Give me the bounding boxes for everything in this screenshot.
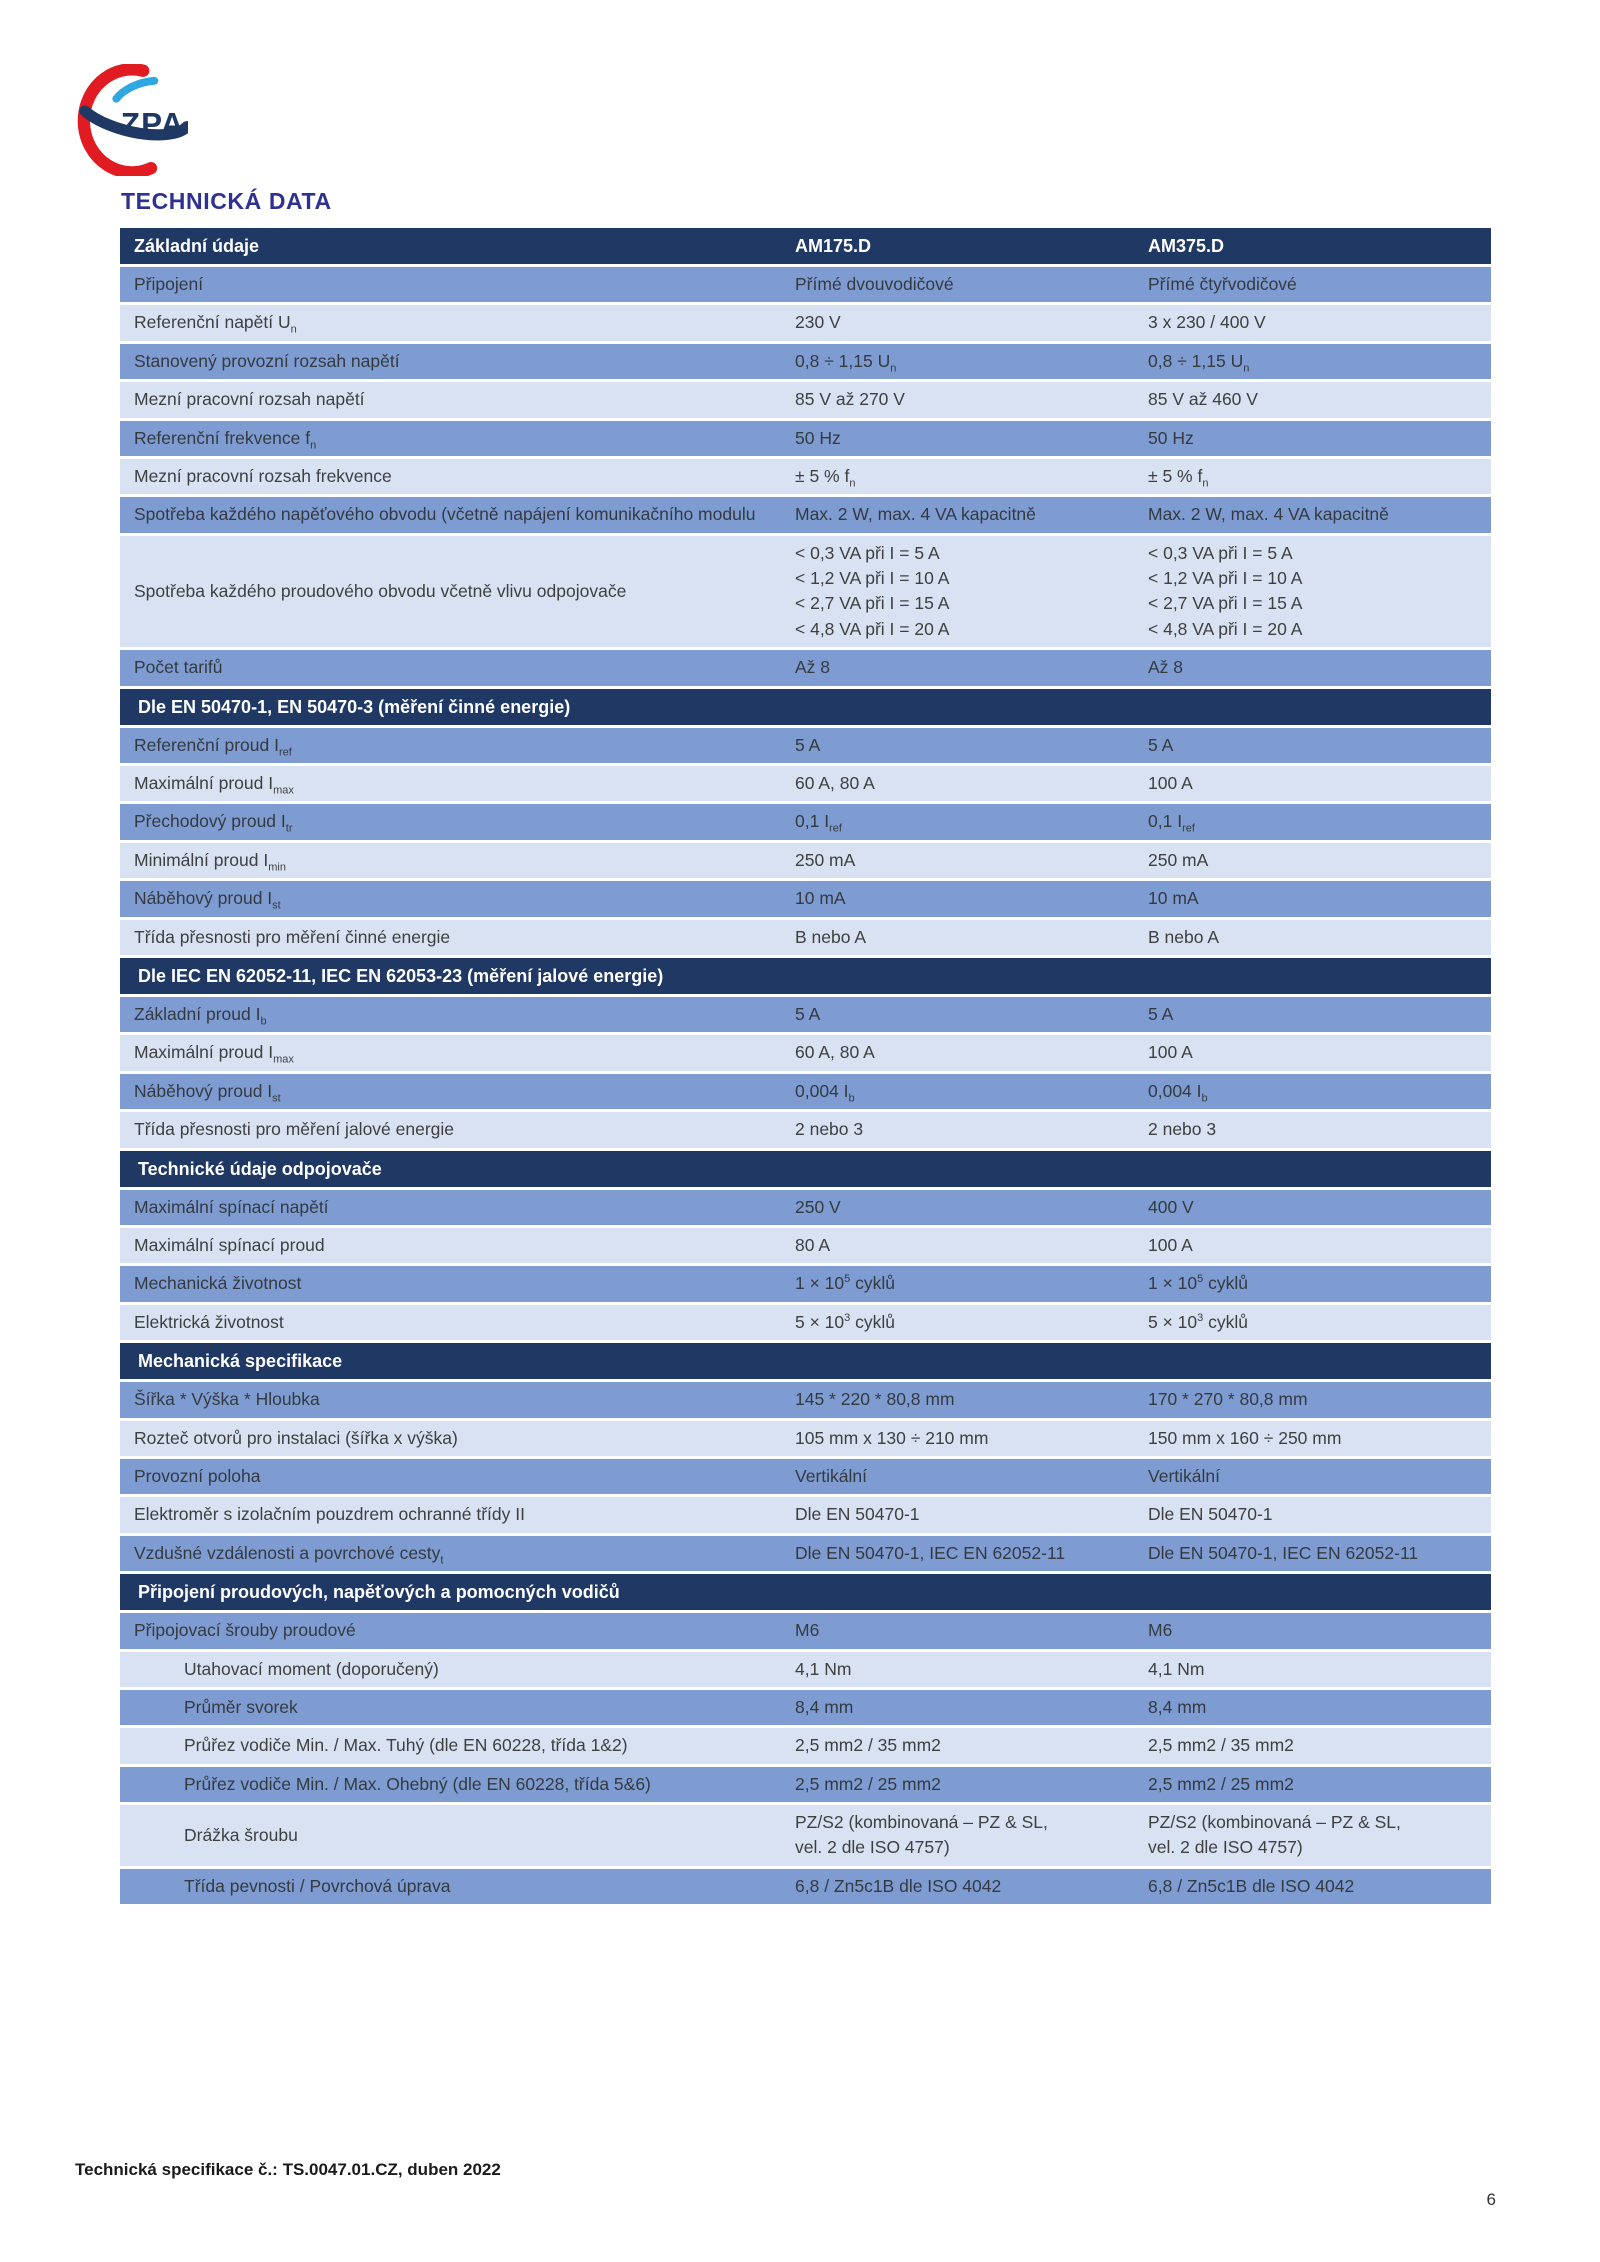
am375-value: $5 \times 10^3$ cyklů: [1148, 1311, 1249, 1332]
row-label: Třída pevnosti / Povrchová úprava: [184, 1875, 451, 1896]
am375-value: 10 mA: [1148, 888, 1199, 909]
row-label: Spotřeba každého napěťového obvodu (včetně napájení komunikačního modulu: [134, 504, 756, 525]
am175-value: 2 nebo 3: [795, 1119, 864, 1140]
row-label: Utahovací moment (doporučený): [184, 1658, 439, 1679]
table-row: [120, 1613, 1491, 1648]
row-label: Spotřeba každého proudového obvodu včetně vlivu odpojovače: [134, 580, 627, 601]
section-header-row: [120, 958, 1491, 994]
table-row: [120, 728, 1491, 763]
am175-value: Dle EN 50470-1: [795, 1504, 920, 1525]
page-title: TECHNICKÁ DATA: [121, 188, 332, 214]
section-title: Mechanická specifikace: [138, 1351, 343, 1372]
am375-value: 0,004 $I_b$: [1148, 1080, 1208, 1105]
table-row: [120, 1266, 1491, 1301]
am175-value: 0,8 ÷ 1,15 $U_n$: [795, 350, 897, 375]
am175-value: Přímé dvouvodičové: [795, 274, 954, 295]
row-label: Připojení: [134, 274, 204, 295]
am375-value: Max. 2 W, max. 4 VA kapacitně: [1148, 504, 1389, 525]
am175-value: 250 V: [795, 1196, 841, 1217]
am375-value: 85 V až 460 V: [1148, 389, 1258, 410]
am375-value: 400 V: [1148, 1196, 1194, 1217]
am375-value: Dle EN 50470-1: [1148, 1504, 1273, 1525]
am175-value: M6: [795, 1620, 820, 1641]
row-label: Základní proud $I_b$: [134, 1004, 267, 1028]
am175-value: 80 A: [795, 1235, 831, 1255]
table-row: [120, 1074, 1491, 1109]
table-row: [120, 650, 1491, 685]
table-row: [120, 1421, 1491, 1456]
am175-value: 60 A, 80 A: [795, 773, 875, 794]
am375-value: 8,4 mm: [1148, 1696, 1207, 1717]
am375-value: 2,5 mm2 / 25 mm2: [1148, 1773, 1294, 1794]
table-row: [120, 920, 1491, 955]
row-label: Maximální spínací napětí: [134, 1196, 329, 1217]
spec-table: [120, 228, 1491, 1907]
am175-value: 6,8 / Zn5c1B dle ISO 4042: [795, 1875, 1002, 1896]
row-label: Referenční frekvence $f_n$: [134, 427, 317, 452]
am175-value: 50 Hz: [795, 427, 841, 448]
row-label: Referenční napětí $U_n$: [134, 312, 297, 336]
section-title: Technické údaje odpojovače: [138, 1158, 382, 1179]
row-label: Elektrická životnost: [134, 1311, 284, 1332]
am175-value: $1 \times 10^5$ cyklů: [795, 1273, 896, 1294]
logo-text: ZPA: [120, 106, 185, 142]
am175-value: 0,1 $I_{ref}$: [795, 811, 842, 835]
row-label: Rozteč otvorů pro instalaci (šířka x výška): [134, 1427, 458, 1448]
am375-value: Přímé čtyřvodičové: [1148, 274, 1297, 295]
am175-value: 8,4 mm: [795, 1696, 854, 1717]
table-row: [120, 1459, 1491, 1494]
table-row: [120, 1805, 1491, 1866]
am175-value: 145 * 220 * 80,8 mm: [795, 1389, 955, 1410]
row-label: Drážka šroubu: [184, 1824, 298, 1845]
section-title: Připojení proudových, napěťových a pomocných vodičů: [138, 1582, 620, 1603]
am375-value: ± 5 % $f_n$: [1148, 465, 1209, 490]
am375-value: $1 \times 10^5$ cyklů: [1148, 1273, 1249, 1294]
section-header-row: [120, 1151, 1491, 1187]
table-row: [120, 1112, 1491, 1147]
am175-value: $5 \times 10^3$ cyklů: [795, 1311, 896, 1332]
row-label: Průřez vodiče Min. / Max. Ohebný (dle EN 60228, třída 5&6): [184, 1773, 651, 1794]
row-label: Šířka * Výška * Hloubka: [134, 1389, 320, 1410]
section-header-row: [120, 689, 1491, 725]
row-label: Třída přesnosti pro měření činné energie: [134, 926, 451, 947]
am175-value: < 0,3 VA při I = 5 A < 1,2 VA při I = 10 A < 2,7 VA při I = 15 A < 4,8 VA při I = 20 A: [795, 542, 950, 639]
am375-value: 150 mm x 160 ÷ 250 mm: [1148, 1427, 1342, 1448]
table-row: [120, 1497, 1491, 1532]
row-label: Maximální proud $I_{max}$: [134, 1042, 294, 1066]
table-row: [120, 1767, 1491, 1802]
am375-value: 5 A: [1148, 734, 1174, 755]
table-row: [120, 1228, 1491, 1263]
page-number: 6: [1486, 2190, 1496, 2209]
am375-value: Vertikální: [1148, 1465, 1220, 1486]
row-label: Přechodový proud $I_{tr}$: [134, 811, 293, 835]
table-row: [120, 997, 1491, 1032]
row-label: Vzdušné vzdálenosti a povrchové cesty$_t$: [134, 1542, 444, 1567]
am375-value: 4,1 Nm: [1148, 1658, 1205, 1679]
table-row: [120, 1035, 1491, 1070]
table-row: [120, 459, 1491, 494]
row-label: Třída přesnosti pro měření jalové energie: [134, 1119, 455, 1140]
am375-value: 50 Hz: [1148, 427, 1194, 448]
am175-value: Až 8: [795, 657, 831, 678]
am175-value: 0,004 $I_b$: [795, 1080, 855, 1105]
table-row: [120, 1690, 1491, 1725]
am375-value: 3 x 230 / 400 V: [1148, 312, 1266, 333]
logo-lightblue-arc: [116, 81, 154, 99]
table-row: [120, 1869, 1491, 1904]
am375-value: 0,8 ÷ 1,15 $U_n$: [1148, 350, 1250, 375]
am375-value: 2,5 mm2 / 35 mm2: [1148, 1735, 1294, 1756]
am175-value: ± 5 % $f_n$: [795, 465, 856, 490]
row-label: Mechanická životnost: [134, 1273, 302, 1294]
row-label: Minimální proud $I_{min}$: [134, 849, 286, 874]
table-row: [120, 1652, 1491, 1687]
column-header-basic: Základní údaje: [134, 236, 260, 256]
table-row: [120, 843, 1491, 878]
row-label: Elektroměr s izolačním pouzdrem ochranné třídy II: [134, 1504, 525, 1525]
row-label: Náběhový proud $I_{st}$: [134, 1080, 281, 1105]
table-row: [120, 267, 1491, 302]
table-row: [120, 497, 1491, 532]
column-header-am175: AM175.D: [795, 236, 872, 256]
row-label: Mezní pracovní rozsah frekvence: [134, 465, 392, 486]
am175-value: PZ/S2 (kombinovaná – PZ & SL, vel. 2 dle ISO 4757): [795, 1812, 1048, 1858]
am375-value: 6,8 / Zn5c1B dle ISO 4042: [1148, 1875, 1355, 1896]
table-row: [120, 1382, 1491, 1417]
am175-value: 2,5 mm2 / 35 mm2: [795, 1735, 941, 1756]
am375-value: 2 nebo 3: [1148, 1119, 1217, 1140]
column-header-am375: AM375.D: [1148, 236, 1225, 256]
am175-value: 5 A: [795, 734, 821, 755]
row-label: Náběhový proud $I_{st}$: [134, 888, 281, 912]
am375-value: 250 mA: [1148, 849, 1209, 870]
am175-value: Max. 2 W, max. 4 VA kapacitně: [795, 504, 1036, 525]
am375-value: Dle EN 50470-1, IEC EN 62052-11: [1148, 1542, 1419, 1563]
table-row: [120, 804, 1491, 839]
row-label: Maximální proud $I_{max}$: [134, 773, 294, 797]
am375-value: B nebo A: [1148, 926, 1220, 947]
section-header-row: [120, 1574, 1491, 1610]
table-row: [120, 1190, 1491, 1225]
row-label: Maximální spínací proud: [134, 1235, 325, 1255]
am175-value: 5 A: [795, 1004, 821, 1025]
table-row: [120, 344, 1491, 379]
zpa-logo-icon: [76, 64, 188, 176]
table-row: [120, 1536, 1491, 1571]
am375-value: 100 A: [1148, 773, 1193, 794]
row-label: Provozní poloha: [134, 1465, 261, 1486]
table-row: [120, 305, 1491, 340]
section-title: Dle EN 50470-1, EN 50470-3 (měření činné energie): [138, 696, 571, 717]
am375-value: 100 A: [1148, 1042, 1193, 1063]
table-row: [120, 536, 1491, 648]
row-label: Průměr svorek: [184, 1696, 298, 1717]
am175-value: 4,1 Nm: [795, 1658, 852, 1679]
footer-note: Technická specifikace č.: TS.0047.01.CZ, duben 2022: [75, 2160, 501, 2179]
am175-value: B nebo A: [795, 926, 867, 947]
table-row: [120, 421, 1491, 456]
am175-value: 10 mA: [795, 888, 846, 909]
am175-value: Vertikální: [795, 1465, 867, 1486]
am375-value: 170 * 270 * 80,8 mm: [1148, 1389, 1308, 1410]
row-label: Připojovací šrouby proudové: [134, 1620, 356, 1641]
am175-value: 230 V: [795, 312, 841, 333]
row-label: Referenční proud $I_{ref}$: [134, 734, 292, 759]
am375-value: 100 A: [1148, 1235, 1193, 1255]
am375-value: 5 A: [1148, 1004, 1174, 1025]
am375-value: PZ/S2 (kombinovaná – PZ & SL, vel. 2 dle ISO 4757): [1148, 1812, 1401, 1858]
table-row: [120, 1305, 1491, 1340]
table-row: [120, 881, 1491, 916]
am375-value: M6: [1148, 1620, 1173, 1641]
table-header-row: [120, 228, 1491, 264]
row-label: Stanovený provozní rozsah napětí: [134, 350, 400, 371]
section-header-row: [120, 1343, 1491, 1379]
am375-value: < 0,3 VA při I = 5 A < 1,2 VA při I = 10 A < 2,7 VA při I = 15 A < 4,8 VA při I = 20 A: [1148, 542, 1303, 639]
table-row: [120, 382, 1491, 417]
section-title: Dle IEC EN 62052-11, IEC EN 62053-23 (měření jalové energie): [138, 965, 664, 986]
am175-value: 85 V až 270 V: [795, 389, 905, 410]
am175-value: 250 mA: [795, 849, 856, 870]
am375-value: 0,1 $I_{ref}$: [1148, 811, 1195, 835]
am175-value: Dle EN 50470-1, IEC EN 62052-11: [795, 1542, 1066, 1563]
row-label: Mezní pracovní rozsah napětí: [134, 389, 365, 410]
am175-value: 105 mm x 130 ÷ 210 mm: [795, 1427, 989, 1448]
table-row: [120, 1728, 1491, 1763]
row-label: Průřez vodiče Min. / Max. Tuhý (dle EN 60228, třída 1&2): [184, 1735, 628, 1756]
table-row: [120, 766, 1491, 801]
am175-value: 2,5 mm2 / 25 mm2: [795, 1773, 941, 1794]
am375-value: Až 8: [1148, 657, 1184, 678]
am175-value: 60 A, 80 A: [795, 1042, 875, 1063]
row-label: Počet tarifů: [134, 657, 223, 678]
